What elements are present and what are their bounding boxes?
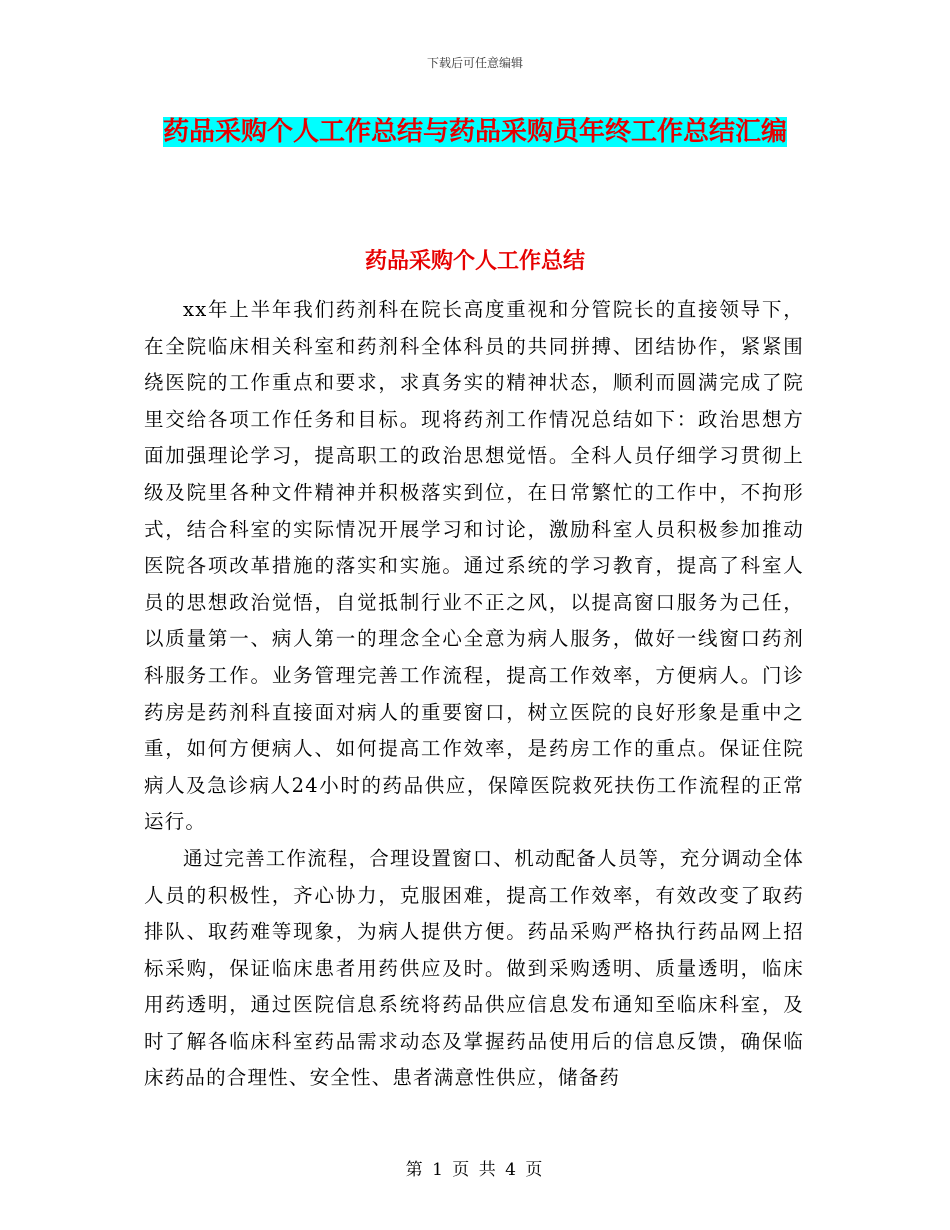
page-header-note: 下载后可任意编辑 bbox=[426, 56, 523, 70]
section-title: 药品采购个人工作总结 bbox=[364, 248, 585, 274]
document-title-text: 药品采购个人工作总结与药品采购员年终工作总结汇编 bbox=[162, 117, 787, 147]
document-title bbox=[140, 108, 810, 156]
page-number-footer: 第 1 页 共 4 页 bbox=[405, 1160, 545, 1180]
paragraph-2: 通过完善工作流程，合理设置窗口、机动配备人员等，充分调动全体人员的积极性，齐心协力，克服困难，提高工作效率，有效改变了取药排队、取药难等现象，为病人提供方便。药品采购严格执行药品网上招标采购，保证临床患者用药供应及时。做到采购透明、质量透明，临床用药透明，通过医院信息系统将药品供应信息发布通知至临床科室，及时了解各临床科室药品需求动态及掌握药品使用后的信息反馈，确保临床药品的合理性、安全性、患者满意性供应，储备药 bbox=[144, 846, 805, 1090]
document-body bbox=[144, 292, 804, 1097]
paragraph-1: xx年上半年我们药剂科在院长高度重视和分管院长的直接领导下，在全院临床相关科室和药剂科全体科员的共同拼搏、团结协作，紧紧围绕医院的工作重点和要求，求真务实的精神状态，顺利而圆满完成了院里交给各项工作任务和目标。现将药剂工作情况总结如下：政治思想方面加强理论学习，提高职工的政治思想觉悟。全科人员仔细学习贯彻上级及院里各种文件精神并积极落实到位，在日常繁忙的工作中，不拘形式，结合科室的实际情况开展学习和讨论，激励科室人员积极参加推动医院各项改革措施的落实和实施。通过系统的学习教育，提高了科室人员的思想政治觉悟，自觉抵制行业不正之风，以提高窗口服务为己任，以质量第一、病人第一的理念全心全意为病人服务，做好一线窗口药剂科服务工作。业务管理完善工作流程，提高工作效率，方便病人。门诊药房是药剂科直接面对病人的重要窗口，树立医院的良好形象是重中之重，如何方便病人、如何提高工作效率，是药房工作的重点。保证住院病人及急诊病人24小时的药品供应，保障医院救死扶伤工作流程的正常运行。 bbox=[144, 298, 804, 834]
